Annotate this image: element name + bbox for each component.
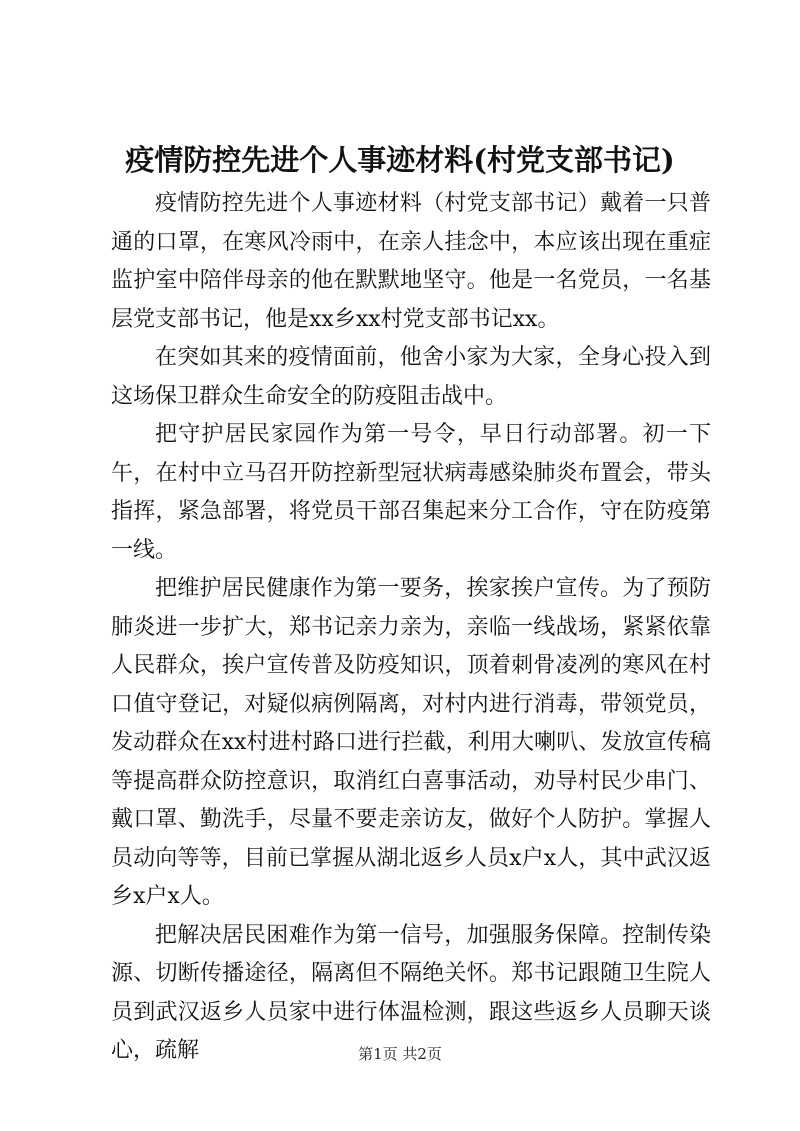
document-title: 疫情防控先进个人事迹材料(村党支部书记) (125, 143, 675, 177)
page-footer: 第1页 共2页 (358, 1045, 442, 1063)
document-body (111, 185, 711, 1071)
paragraph-3: 把守护居民家园作为第一号令，早日行动部署。初一下午，在村中立马召开防控新型冠状病毒感染肺炎布置会，带头指挥，紧急部署，将党员干部召集起来分工合作，守在防疫第一线。 (111, 422, 711, 563)
paragraph-1: 疫情防控先进个人事迹材料（村党支部书记）戴着一只普通的口罩，在寒风冷雨中，在亲人挂念中，本应该出现在重症监护室中陪伴母亲的他在默默地坚守。他是一名党员，一名基层党支部书记，他是xx乡xx村党支部书记xx。 (111, 191, 711, 332)
paragraph-2: 在突如其来的疫情面前，他舍小家为大家，全身心投入到这场保卫群众生命安全的防疫阻击战中。 (111, 345, 711, 409)
paragraph-5: 把解决居民困难作为第一信号，加强服务保障。控制传染源、切断传播途径，隔离但不隔绝关怀。郑书记跟随卫生院人员到武汉返乡人员家中进行体温检测，跟这些返乡人员聊天谈心，疏解 (111, 922, 711, 1063)
paragraph-4: 把维护居民健康作为第一要务，挨家挨户宣传。为了预防肺炎进一步扩大，郑书记亲力亲为，亲临一线战场，紧紧依靠人民群众，挨户宣传普及防疫知识，顶着刺骨凌冽的寒风在村口值守登记，对疑似病例隔离，对村内进行消毒，带领党员，发动群众在xx村进村路口进行拦截，利用大喇叭、发放宣传稿等提高群众防控意识，取消红白喜事活动，劝导村民少串门、戴口罩、勤洗手，尽量不要走亲访友，做好个人防护。掌握人员动向等等，目前已掌握从湖北返乡人员x户x人，其中武汉返乡x户x人。 (111, 576, 711, 909)
